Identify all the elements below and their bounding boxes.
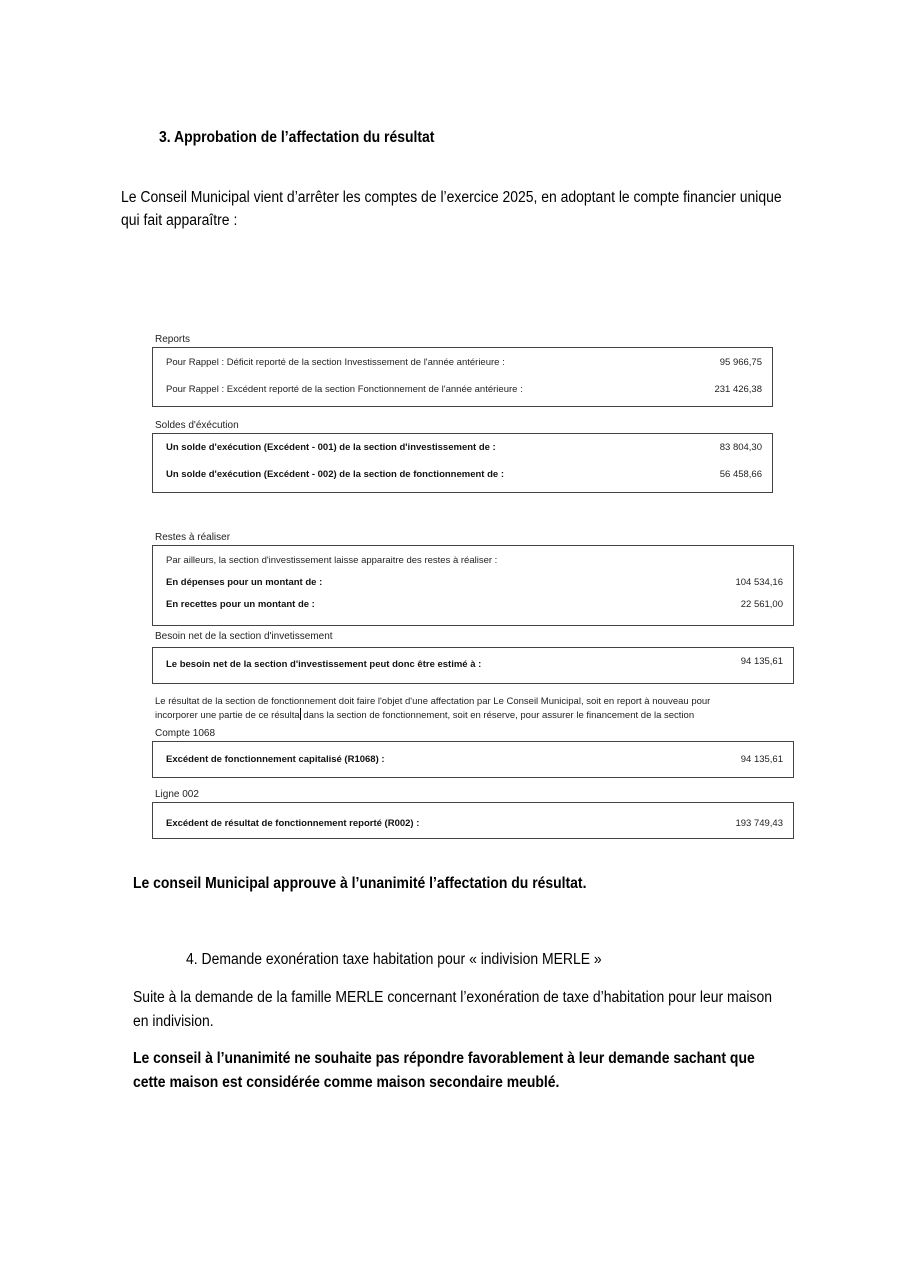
row-value: 83 804,30 bbox=[719, 442, 762, 453]
besoin-title: Besoin net de la section d'invetissement bbox=[155, 631, 333, 642]
section-4-decision-line-2: cette maison est considérée comme maison secondaire meublé. bbox=[133, 1074, 560, 1091]
restes-intro: Par ailleurs, la section d'investissement laisse apparaitre des restes à réaliser : bbox=[166, 555, 498, 566]
row-label: Pour Rappel : Excédent reporté de la section Fonctionnement de l'année antérieure : bbox=[166, 384, 523, 395]
section-3-decision: Le conseil Municipal approuve à l’unanimité l’affectation du résultat. bbox=[133, 875, 587, 892]
row-label: Un solde d'exécution (Excédent - 002) de la section de fonctionnement de : bbox=[166, 469, 504, 480]
row-value: 231 426,38 bbox=[714, 384, 762, 395]
intro-text-line-1: Le Conseil Municipal vient d’arrêter les comptes de l’exercice 2025, en adoptant le compte financier unique bbox=[121, 189, 782, 206]
compte-1068-box bbox=[152, 741, 794, 778]
restes-title: Restes à réaliser bbox=[155, 532, 231, 543]
section-4-paragraph-line-1: Suite à la demande de la famille MERLE concernant l’exonération de taxe d’habitation pour leur maison bbox=[133, 989, 772, 1006]
row-label: Excédent de résultat de fonctionnement reporté (R002) : bbox=[166, 818, 420, 829]
row-label: Le besoin net de la section d'investissement peut donc être estimé à : bbox=[166, 659, 482, 670]
affectation-paragraph-line-1: Le résultat de la section de fonctionnement doit faire l'objet d'une affectation par Le Conseil Municipal, soit en report à nouveau pour bbox=[155, 696, 711, 707]
restes-box bbox=[152, 545, 794, 626]
row-value: 193 749,43 bbox=[735, 818, 783, 829]
row-value: 22 561,00 bbox=[740, 599, 783, 610]
ligne-002-box bbox=[152, 802, 794, 839]
row-value: 94 135,61 bbox=[740, 754, 783, 765]
intro-text-line-2: qui fait apparaître : bbox=[121, 212, 238, 229]
section-4-decision-line-1: Le conseil à l’unanimité ne souhaite pas répondre favorablement à leur demande sachant que bbox=[133, 1050, 755, 1067]
affectation-paragraph-line-2 bbox=[155, 708, 694, 722]
reports-title: Reports bbox=[155, 334, 191, 345]
compte-1068-title: Compte 1068 bbox=[155, 728, 216, 739]
paragraph-text: dans la section de fonctionnement, soit en réserve, pour assurer le financement de la section bbox=[300, 710, 695, 721]
row-label: En recettes pour un montant de : bbox=[166, 599, 315, 610]
row-label: Excédent de fonctionnement capitalisé (R1068) : bbox=[166, 754, 385, 765]
row-value: 104 534,16 bbox=[735, 577, 783, 588]
section-3-heading: 3. Approbation de l’affectation du résultat bbox=[159, 129, 435, 146]
section-4-heading: 4. Demande exonération taxe habitation pour « indivision MERLE » bbox=[186, 951, 602, 968]
ligne-002-title: Ligne 002 bbox=[155, 789, 199, 800]
besoin-box bbox=[152, 647, 794, 684]
row-value: 94 135,61 bbox=[740, 656, 783, 667]
row-value: 56 458,66 bbox=[719, 469, 762, 480]
soldes-box bbox=[152, 433, 773, 493]
paragraph-text: incorporer une partie de ce résulta bbox=[155, 710, 300, 721]
row-label: Un solde d'exécution (Excédent - 001) de la section d'investissement de : bbox=[166, 442, 496, 453]
reports-box bbox=[152, 347, 773, 407]
soldes-title: Soldes d'éxécution bbox=[155, 420, 239, 431]
row-label: Pour Rappel : Déficit reporté de la section Investissement de l'année antérieure : bbox=[166, 357, 505, 368]
row-value: 95 966,75 bbox=[719, 357, 762, 368]
row-label: En dépenses pour un montant de : bbox=[166, 577, 323, 588]
section-4-paragraph-line-2: en indivision. bbox=[133, 1013, 214, 1030]
